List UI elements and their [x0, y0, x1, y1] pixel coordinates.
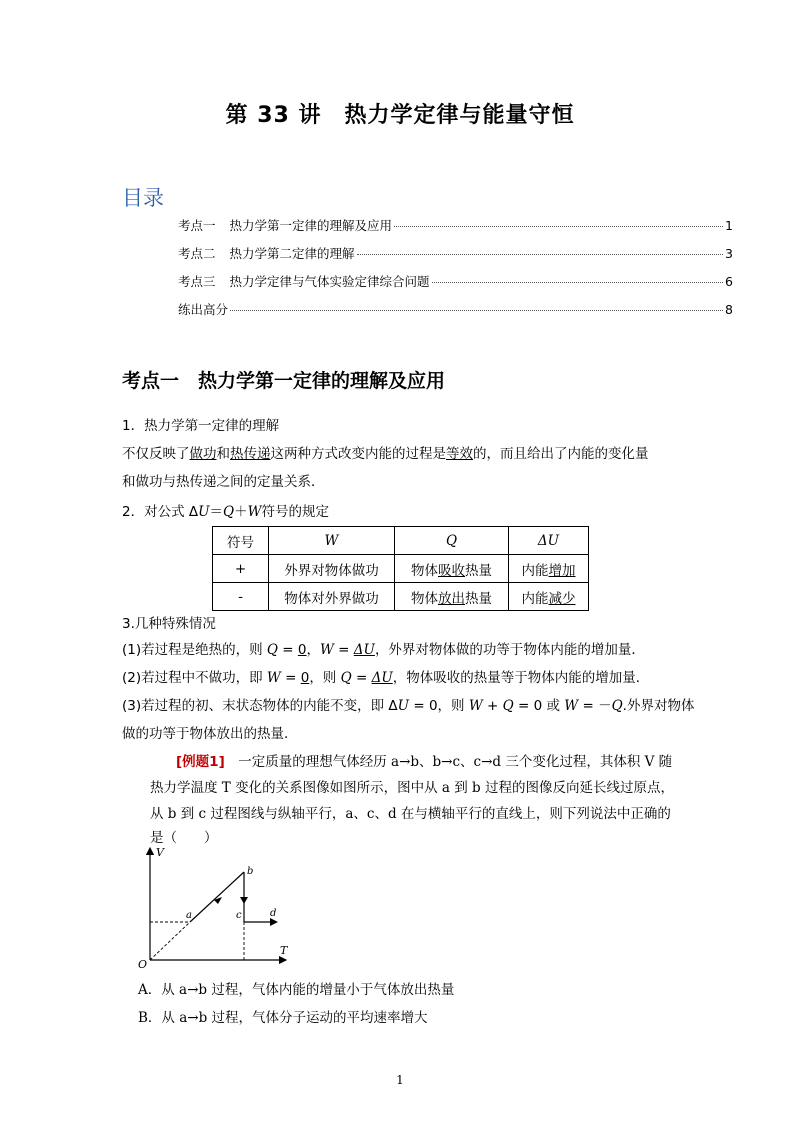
section-heading: 考点一 热力学第一定律的理解及应用 — [122, 370, 446, 392]
table-header: 符号 — [213, 527, 269, 555]
subheading-2: 2．对公式 ΔU＝Q＋W符号的规定 — [122, 504, 329, 520]
table-of-contents — [178, 216, 733, 328]
toc-item[interactable]: 练出高分 8 — [178, 302, 733, 317]
arrow-icon — [240, 897, 248, 904]
table-header: W — [269, 527, 395, 555]
example-line: 从 b 到 c 过程图线与纵轴平行，a、c、d 在与横轴平行的直线上，则下列说法中正确的 — [150, 806, 671, 822]
page-number: 1 — [396, 1073, 404, 1087]
origin-label: O — [138, 958, 148, 970]
page-title: 第 33 讲 热力学定律与能量守恒 — [225, 103, 575, 128]
arrow-icon — [270, 918, 278, 926]
point-d-label: d — [270, 908, 277, 919]
subheading-3: 3.几种特殊情况 — [122, 616, 216, 632]
option-a[interactable]: A．从 a→b 过程，气体内能的增量小于气体放出热量 — [138, 982, 455, 998]
v-t-graph — [130, 842, 300, 970]
point-b-label: b — [247, 866, 254, 877]
special-case-3: (3)若过程的初、末状态物体的内能不变，即 ΔU = 0，则 W + Q = 0 或 W = －Q.外界对物体 — [122, 698, 695, 714]
y-axis-label: V — [156, 846, 164, 859]
table-header-row — [213, 527, 589, 555]
example-line: 热力学温度 T 变化的关系图像如图所示，图中从 a 到 b 过程的图像反向延长线过原点， — [150, 780, 674, 796]
example-question: [例题1] 一定质量的理想气体经历 a→b、b→c、c→d 三个变化过程，其体积 V 随 — [176, 754, 673, 770]
toc-leader — [357, 254, 724, 255]
table-header: ΔU — [509, 527, 589, 555]
extension-line — [150, 922, 190, 960]
toc-heading: 目录 — [122, 186, 164, 210]
option-b[interactable]: B．从 a→b 过程，气体分子运动的平均速率增大 — [138, 1010, 428, 1026]
toc-leader — [432, 282, 724, 283]
example-label: [例题1] — [176, 754, 225, 770]
table-row: - 物体对外界做功 物体放出热量 内能减少 — [213, 583, 589, 611]
special-case-3-line2: 做的功等于物体放出的热量． — [122, 726, 298, 742]
toc-leader — [230, 310, 723, 311]
table-row: + 外界对物体做功 物体吸收热量 内能增加 — [213, 555, 589, 583]
paragraph-1: 不仅反映了做功和热传递这两种方式改变内能的过程是等效的，而且给出了内能的变化量 — [122, 446, 649, 462]
special-case-2: (2)若过程中不做功，即 W = 0，则 Q = ΔU，物体吸收的热量等于物体内能的增加量． — [122, 670, 650, 686]
example-line: 是（ ） — [150, 830, 218, 846]
toc-item[interactable]: 考点三 热力学定律与气体实验定律综合问题 6 — [178, 274, 733, 289]
toc-item[interactable]: 考点二 热力学第二定律的理解 3 — [178, 246, 733, 261]
subheading-1: 1．热力学第一定律的理解 — [122, 418, 280, 434]
special-case-1: (1)若过程是绝热的，则 Q = 0，W = ΔU，外界对物体做的功等于物体内能的增加量． — [122, 642, 645, 658]
table-header: Q — [395, 527, 509, 555]
point-a-label: a — [186, 910, 192, 921]
toc-leader — [394, 226, 723, 227]
sign-convention-table — [212, 526, 589, 611]
x-axis-label: T — [280, 944, 288, 957]
paragraph-1-line2: 和做功与热传递之间的定量关系． — [122, 474, 325, 490]
toc-item[interactable]: 考点一 热力学第一定律的理解及应用 1 — [178, 218, 733, 233]
point-c-label: c — [236, 910, 242, 921]
